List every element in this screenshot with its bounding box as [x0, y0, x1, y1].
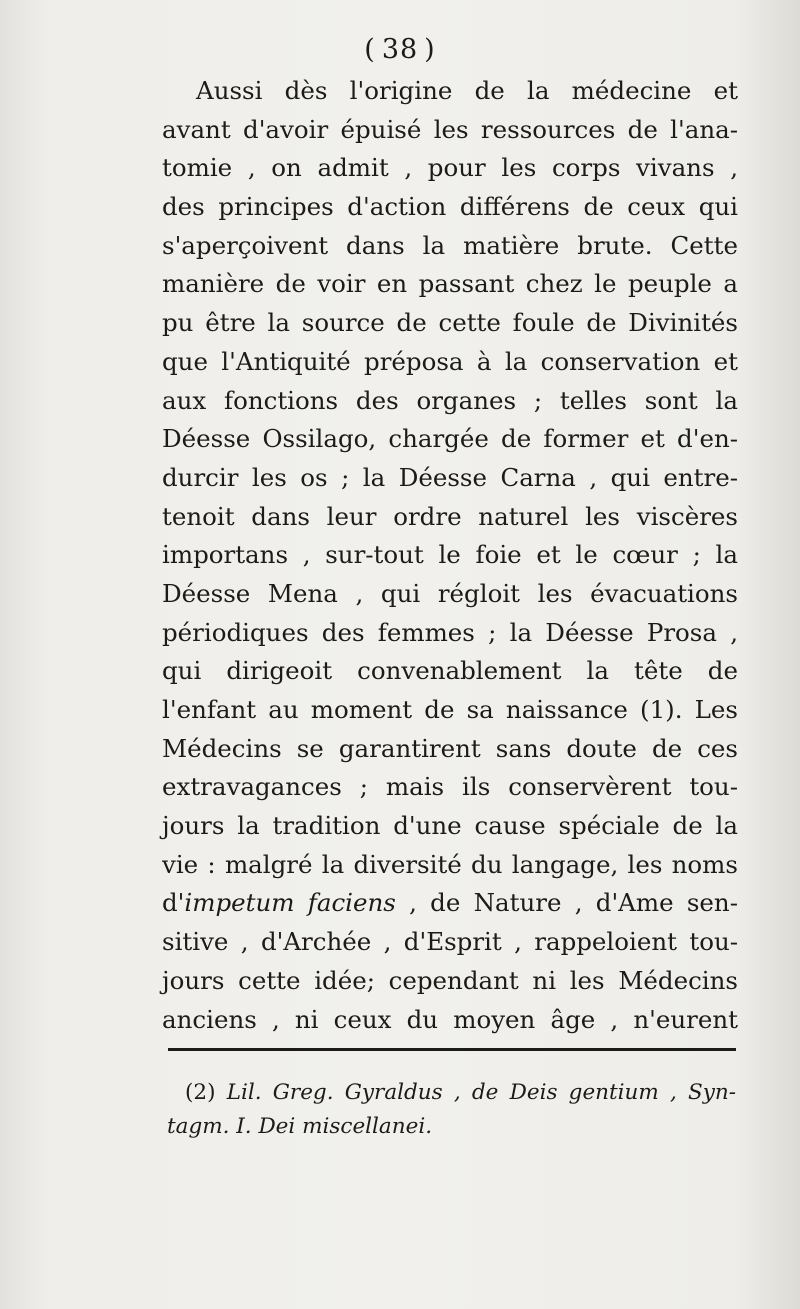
main-paragraph: [162, 72, 738, 1039]
italic-line-prefix: d': [162, 888, 185, 918]
text-line: vie : malgré la diversité du langage, les noms: [162, 849, 738, 879]
text-line: Médecins se garantirent sans doute de ces: [162, 733, 738, 763]
page-number: [0, 34, 800, 65]
open-paren: (: [364, 34, 376, 65]
italic-line-rest: , de Nature , d'Ame sen-: [409, 888, 738, 918]
footnote-text: Lil. Greg. Gyraldus , de Deis gentium , Syn-: [226, 1080, 737, 1105]
text-line-with-italic: [162, 884, 738, 923]
text-line: s'aperçoivent dans la matière brute. Cette: [162, 230, 738, 260]
text-line: Déesse Ossilago, chargée de former et d'en-: [162, 424, 738, 454]
text-line: Aussi dès l'origine de la médecine et: [196, 76, 738, 105]
text-line: que l'Antiquité préposa à la conservation et: [162, 346, 738, 376]
text-line: durcir les os ; la Déesse Carna , qui entre-: [162, 462, 738, 492]
text-line: aux fonctions des organes ; telles sont la: [162, 385, 738, 415]
text-line: qui dirigeoit convenablement la tête de: [162, 656, 738, 686]
text-line: pu être la source de cette foule de Divinités: [162, 308, 738, 338]
footnote-line: tagm. I. Dei miscellanei.: [167, 1114, 433, 1139]
text-line: manière de voir en passant chez le peuple a: [162, 269, 738, 299]
text-line: jours la tradition d'une cause spéciale de la: [162, 811, 738, 841]
footnote-divider: [168, 1048, 736, 1051]
text-line: l'enfant au moment de sa naissance (1). Les: [162, 695, 738, 724]
text-line: tomie , on admit , pour les corps vivans ,: [162, 153, 738, 183]
text-line: anciens , ni ceux du moyen âge , n'eurent: [162, 1004, 738, 1034]
text-line: périodiques des femmes ; la Déesse Prosa ,: [162, 617, 738, 647]
text-line: avant d'avoir épuisé les ressources de l'ana-: [162, 114, 738, 144]
footnote-line: [185, 1076, 736, 1110]
close-paren: ): [424, 34, 436, 65]
footnote-marker: (2): [185, 1080, 216, 1105]
page-number-value: 38: [381, 34, 419, 65]
text-line: tenoit dans leur ordre naturel les viscères: [162, 501, 738, 531]
text-line: Déesse Mena , qui régloit les évacuations: [162, 578, 738, 608]
text-line: importans , sur-tout le foie et le cœur ; la: [162, 540, 738, 570]
text-line: des principes d'action différens de ceux qui: [162, 192, 738, 222]
text-line: extravagances ; mais ils conservèrent tou-: [162, 772, 738, 802]
italic-phrase: impetum faciens: [184, 888, 396, 918]
footnote: [167, 1076, 737, 1144]
text-line: sitive , d'Archée , d'Esprit , rappeloient tou-: [162, 927, 738, 957]
text-line: jours cette idée; cependant ni les Médecins: [162, 965, 738, 995]
